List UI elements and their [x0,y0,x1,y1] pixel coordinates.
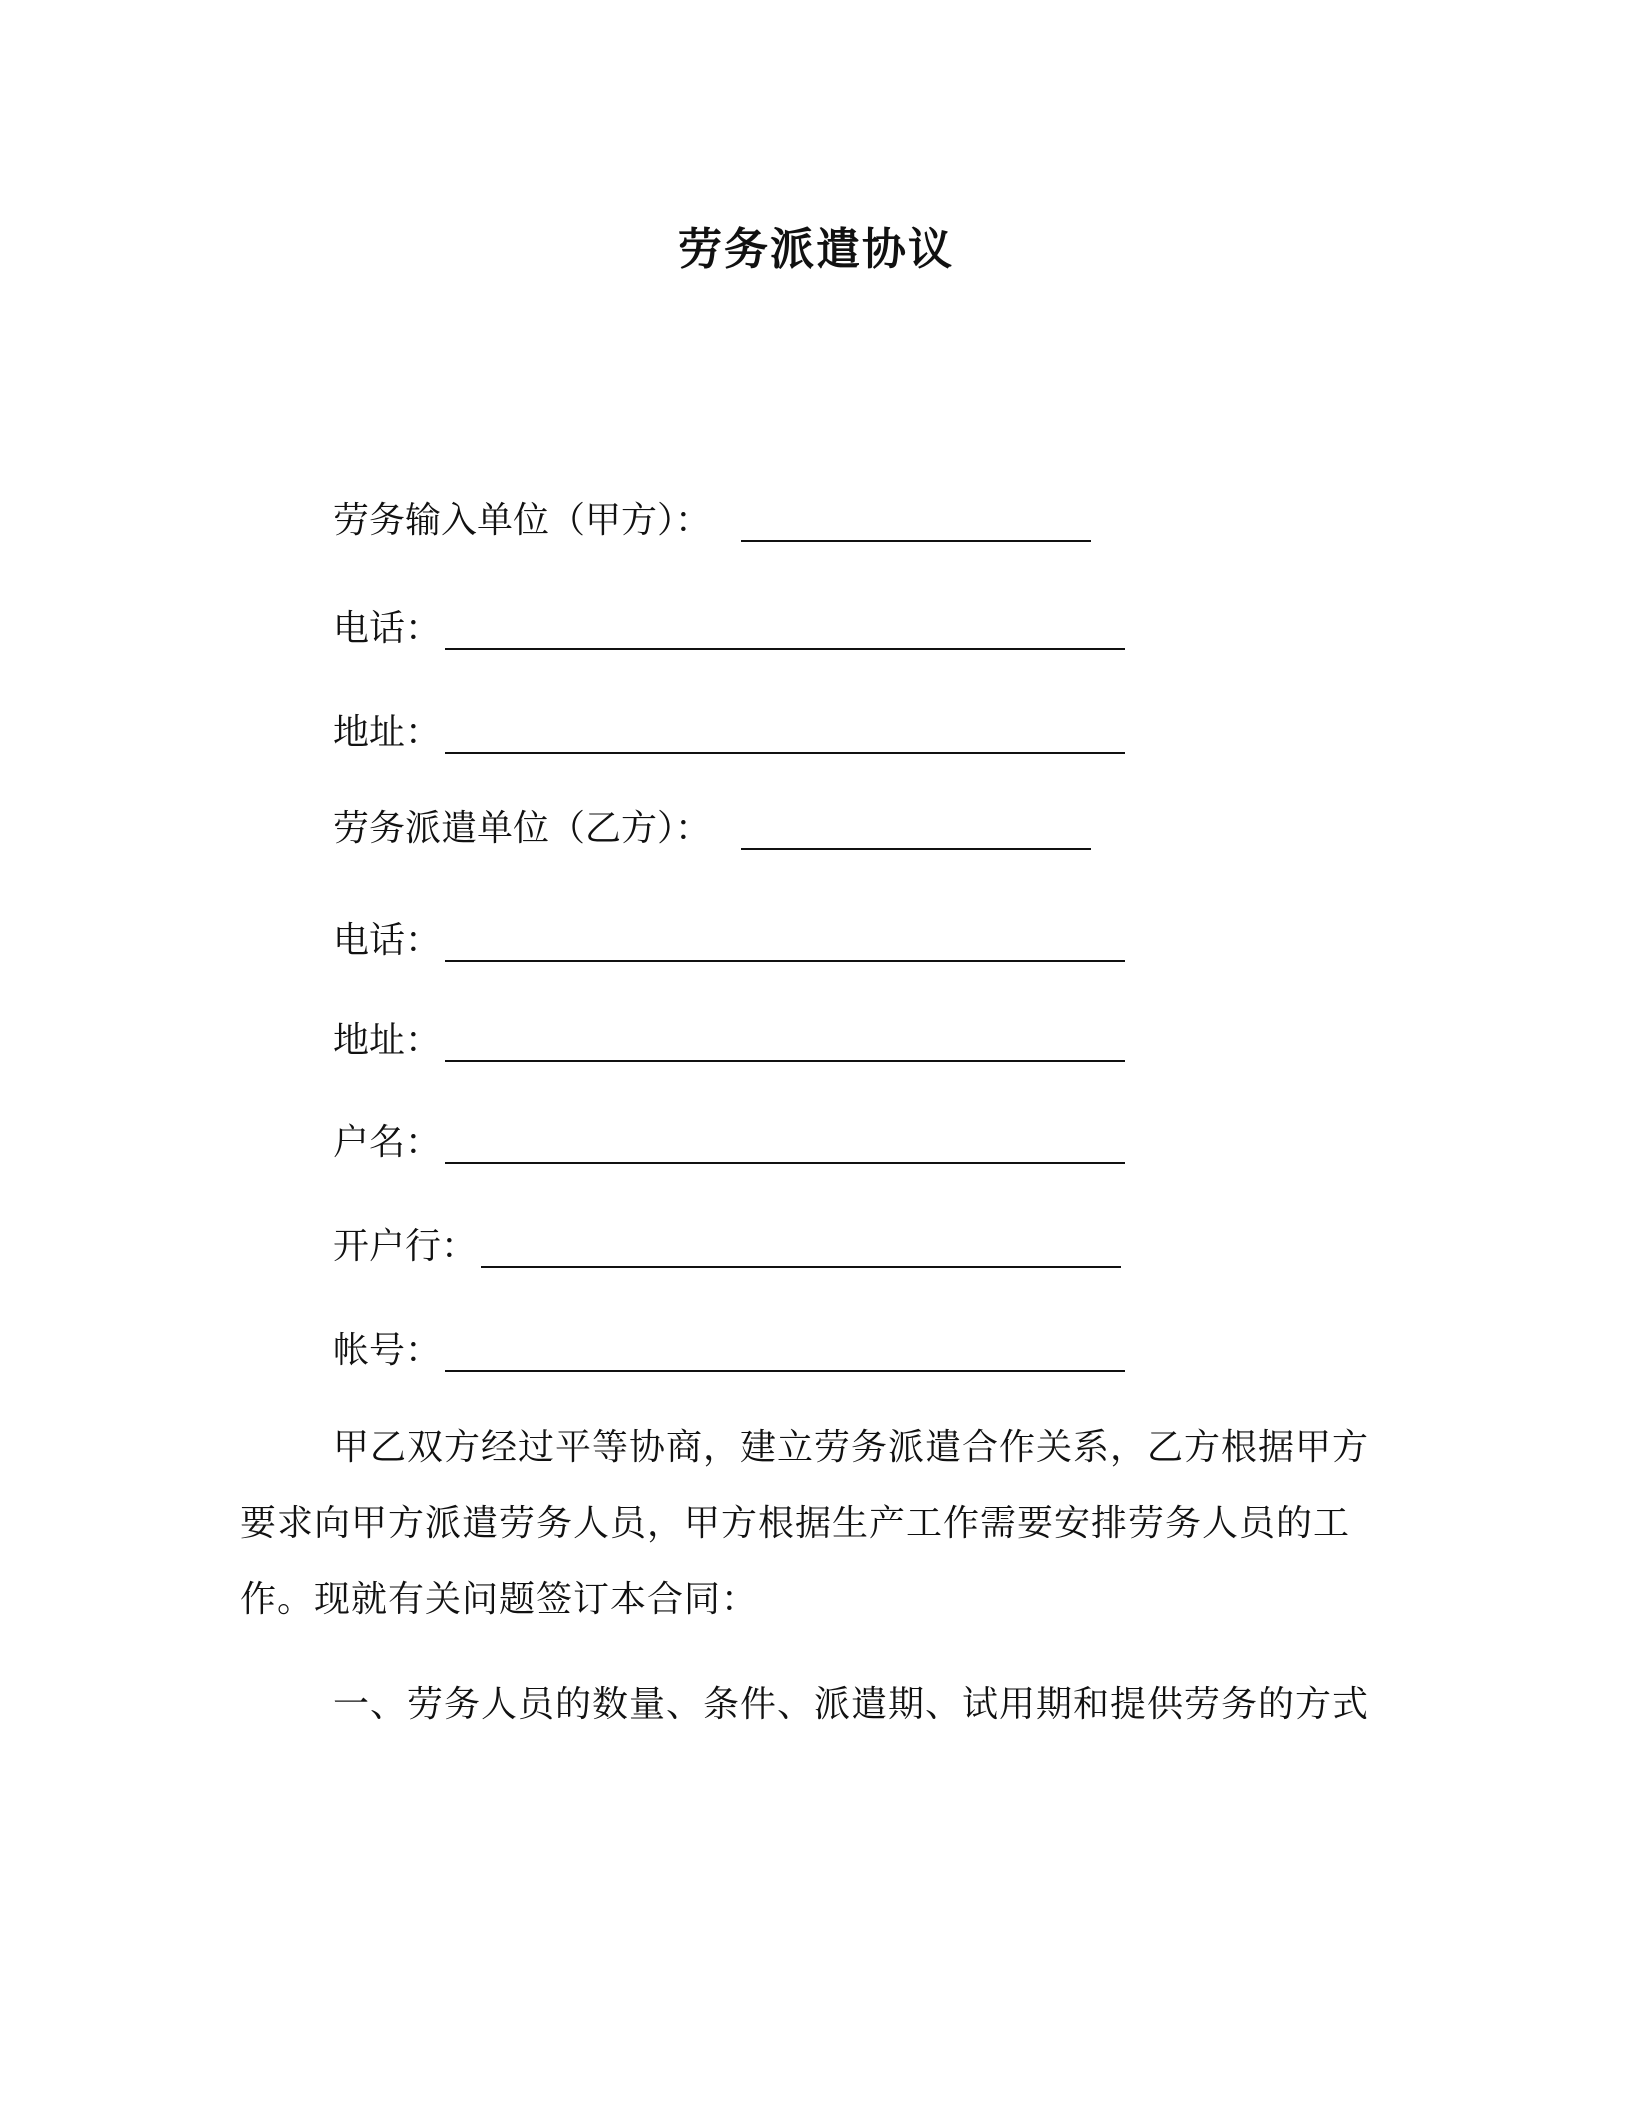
party-b-bank-blank[interactable] [481,1266,1121,1268]
section-1-heading: 一、劳务人员的数量、条件、派遣期、试用期和提供劳务的方式 [333,1684,1370,1725]
party-b-account-name-blank[interactable] [445,1162,1125,1164]
party-a-phone-field [333,604,441,654]
party-b-bank-label: 开户行： [333,1226,478,1267]
party-b-account-name-label: 户名： [333,1122,442,1163]
party-b-account-number-blank[interactable] [445,1370,1125,1372]
party-a-unit-blank[interactable] [741,540,1091,542]
party-a-address-blank[interactable] [445,752,1125,754]
party-a-address-label: 地址： [333,712,442,753]
party-b-account-number-field [333,1326,441,1376]
party-b-unit-blank[interactable] [741,848,1091,850]
party-b-phone-label: 电话： [333,920,442,961]
party-a-phone-blank[interactable] [445,648,1125,650]
party-b-phone-blank[interactable] [445,960,1125,962]
party-b-account-name-field [333,1118,441,1168]
party-a-phone-label: 电话： [333,608,442,649]
party-a-address-field [333,708,441,758]
document-title: 劳务派遣协议 [678,224,954,275]
party-b-address-blank[interactable] [445,1060,1125,1062]
party-a-unit-label: 劳务输入单位（甲方）： [333,500,712,541]
party-b-unit-field [333,804,711,854]
party-b-account-number-label: 帐号： [333,1330,442,1371]
party-b-unit-label: 劳务派遣单位（乙方）： [333,808,712,849]
party-b-bank-field [333,1222,477,1272]
party-b-address-label: 地址： [333,1020,442,1061]
party-a-unit-field [333,496,711,546]
intro-paragraph: 甲乙双方经过平等协商，建立劳务派遣合作关系，乙方根据甲方要求向甲方派遣劳务人员，甲方根据生产工作需要安排劳务人员的工作。现就有关问题签订本合同： [240,1427,1370,1620]
party-b-address-field [333,1016,441,1066]
party-b-phone-field [333,916,441,966]
